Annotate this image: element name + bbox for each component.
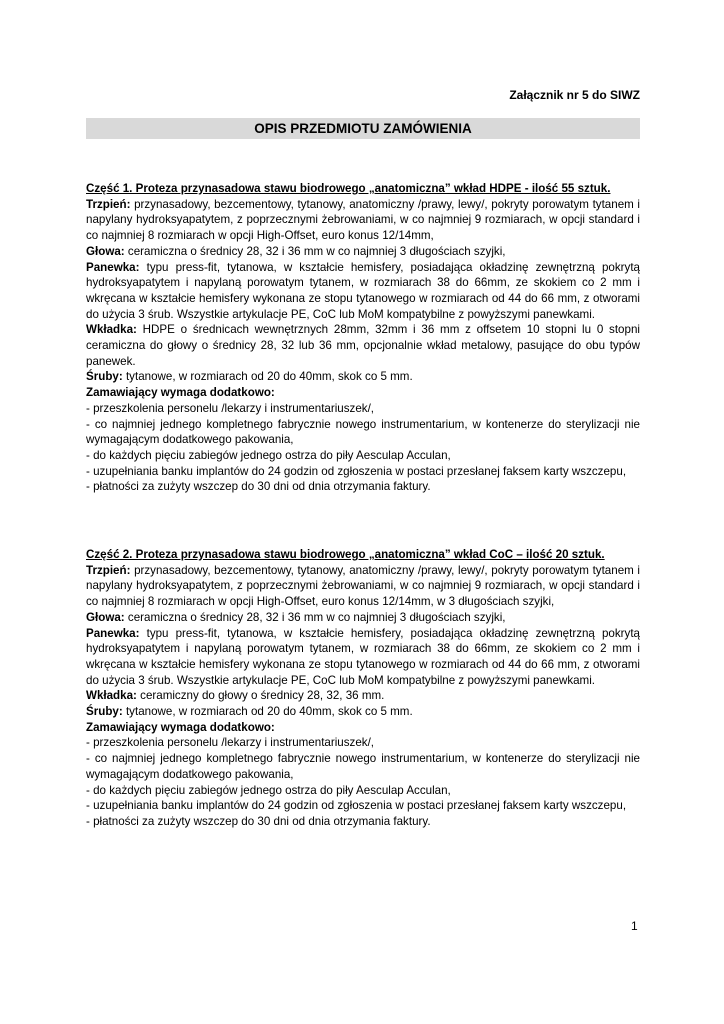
stem-label: Trzpień: bbox=[86, 197, 131, 211]
list-item: - co najmniej jednego kompletnego fabrycznie nowego instrumentarium, w kontenerze do sterylizacji nie wymagającym dodatkowego pakowania, bbox=[86, 752, 640, 781]
page-number: 1 bbox=[631, 919, 638, 933]
part-1-heading: Część 1. Proteza przynasadowa stawu biodrowego „anatomiczna” wkład HDPE - ilość 55 sztuk. bbox=[86, 182, 611, 195]
cup-text: typu press-fit, tytanowa, w kształcie hemisfery, posiadająca okładzinę zewnętrzną pokrytą hydroksyapatytem i napylaną porowatym tytanem, w rozmiarach 38 do 66mm, ze skokiem co 2 mm i wkręcana w kształcie hemisfery wykonana ze stopu tytanowego w rozmiarach od 44 do 66 mm, z otworami do użycia 3 śrub. Wszystkie artykulacje PE, CoC lub MoM kompatybilne z powyższymi panewkami. bbox=[86, 626, 640, 687]
list-item: - co najmniej jednego kompletnego fabrycznie nowego instrumentarium, w kontenerze do sterylizacji nie wymagającym dodatkowego pakowania, bbox=[86, 417, 640, 447]
part-2-stem bbox=[86, 563, 640, 610]
part-2-cup bbox=[86, 626, 640, 689]
part-1-liner bbox=[86, 322, 640, 369]
part-2-section bbox=[86, 547, 640, 830]
annex-label: Załącznik nr 5 do SIWZ bbox=[509, 88, 640, 102]
document-title: OPIS PRZEDMIOTU ZAMÓWIENIA bbox=[86, 118, 640, 139]
stem-text: przynasadowy, bezcementowy, tytanowy, anatomiczny /prawy, lewy/, pokryty porowatym tytanem i napylany hydroksyapatytem, z poprzecznymi żebrowaniami, w co najmniej 9 rozmiarach, w opcji standard i co najmniej 8 rozmiarach w opcji High-Offset, euro konus 12/14mm, w 3 długościach szyjki, bbox=[86, 563, 640, 609]
liner-label: Wkładka: bbox=[86, 689, 137, 703]
head-text: ceramiczna o średnicy 28, 32 i 36 mm w co najmniej 3 długościach szyjki, bbox=[127, 244, 506, 258]
screws-label: Śruby: bbox=[86, 705, 123, 719]
list-item: - płatności za zużyty wszczep do 30 dni od dnia otrzymania faktury. bbox=[86, 480, 431, 494]
part-1-cup bbox=[86, 260, 640, 323]
list-item: - przeszkolenia personelu /lekarzy i instrumentariuszek/, bbox=[86, 736, 375, 750]
stem-label: Trzpień: bbox=[86, 563, 131, 577]
list-item: - uzupełniania banku implantów do 24 godzin od zgłoszenia w postaci przesłanej faksem karty wszczepu, bbox=[86, 799, 627, 813]
screws-text: tytanowe, w rozmiarach od 20 do 40mm, skok co 5 mm. bbox=[125, 705, 413, 719]
part-2-heading: Część 2. Proteza przynasadowa stawu biodrowego „anatomiczna” wkład CoC – ilość 20 sztuk. bbox=[86, 548, 605, 561]
list-item: - do każdych pięciu zabiegów jednego ostrza do piły Aesculap Acculan, bbox=[86, 448, 451, 462]
cup-label: Panewka: bbox=[86, 260, 140, 274]
liner-text: ceramiczny do głowy o średnicy 28, 32, 36 mm. bbox=[140, 689, 385, 703]
head-label: Głowa: bbox=[86, 610, 125, 624]
part-1-section bbox=[86, 181, 640, 495]
part-1-stem bbox=[86, 197, 640, 244]
screws-label: Śruby: bbox=[86, 370, 123, 384]
list-item: - płatności za zużyty wszczep do 30 dni od dnia otrzymania faktury. bbox=[86, 814, 431, 828]
part-2-extra-label: Zamawiający wymaga dodatkowo: bbox=[86, 720, 275, 734]
part-1-head bbox=[86, 244, 640, 260]
list-item: - przeszkolenia personelu /lekarzy i instrumentariuszek/, bbox=[86, 401, 375, 415]
part-1-extra-label: Zamawiający wymaga dodatkowo: bbox=[86, 386, 275, 400]
head-text: ceramiczna o średnicy 28, 32 i 36 mm w co najmniej 3 długościach szyjki, bbox=[127, 610, 506, 624]
stem-text: przynasadowy, bezcementowy, tytanowy, anatomiczny /prawy, lewy/, pokryty porowatym tytanem i napylany hydroksyapatytem, z poprzecznymi żebrowaniami, w co najmniej 9 rozmiarach, w opcji standard i co najmniej 8 rozmiarach w opcji High-Offset, euro konus 12/14mm, bbox=[86, 197, 640, 243]
liner-label: Wkładka: bbox=[86, 323, 137, 337]
list-item: - uzupełniania banku implantów do 24 godzin od zgłoszenia w postaci przesłanej faksem karty wszczepu, bbox=[86, 464, 627, 478]
liner-text: HDPE o średnicach wewnętrznych 28mm, 32mm i 36 mm z offsetem 10 stopni lu 0 stopni ceramiczna do głowy o średnicy 28, 32 lub 36 mm, opcjonalnie wkład metalowy, pasujące do obu typów panewek. bbox=[86, 323, 640, 368]
part-1-screws bbox=[86, 369, 640, 385]
part-2-head bbox=[86, 610, 640, 626]
part-2-liner bbox=[86, 688, 640, 704]
head-label: Głowa: bbox=[86, 244, 125, 258]
part-2-screws bbox=[86, 704, 640, 720]
cup-label: Panewka: bbox=[86, 626, 140, 640]
screws-text: tytanowe, w rozmiarach od 20 do 40mm, skok co 5 mm. bbox=[125, 370, 413, 384]
cup-text: typu press-fit, tytanowa, w kształcie hemisfery, posiadająca okładzinę zewnętrzną pokrytą hydroksyapatytem i napylaną porowatym tytanem, w rozmiarach 38 do 66mm, ze skokiem co 2 mm i wkręcana w kształcie hemisfery wykonana ze stopu tytanowego w rozmiarach od 44 do 66 mm, z otworami do użycia 3 śrub. Wszystkie artykulacje PE, CoC lub MoM kompatybilne z powyższymi panewkami. bbox=[86, 260, 640, 321]
list-item: - do każdych pięciu zabiegów jednego ostrza do piły Aesculap Acculan, bbox=[86, 783, 451, 797]
